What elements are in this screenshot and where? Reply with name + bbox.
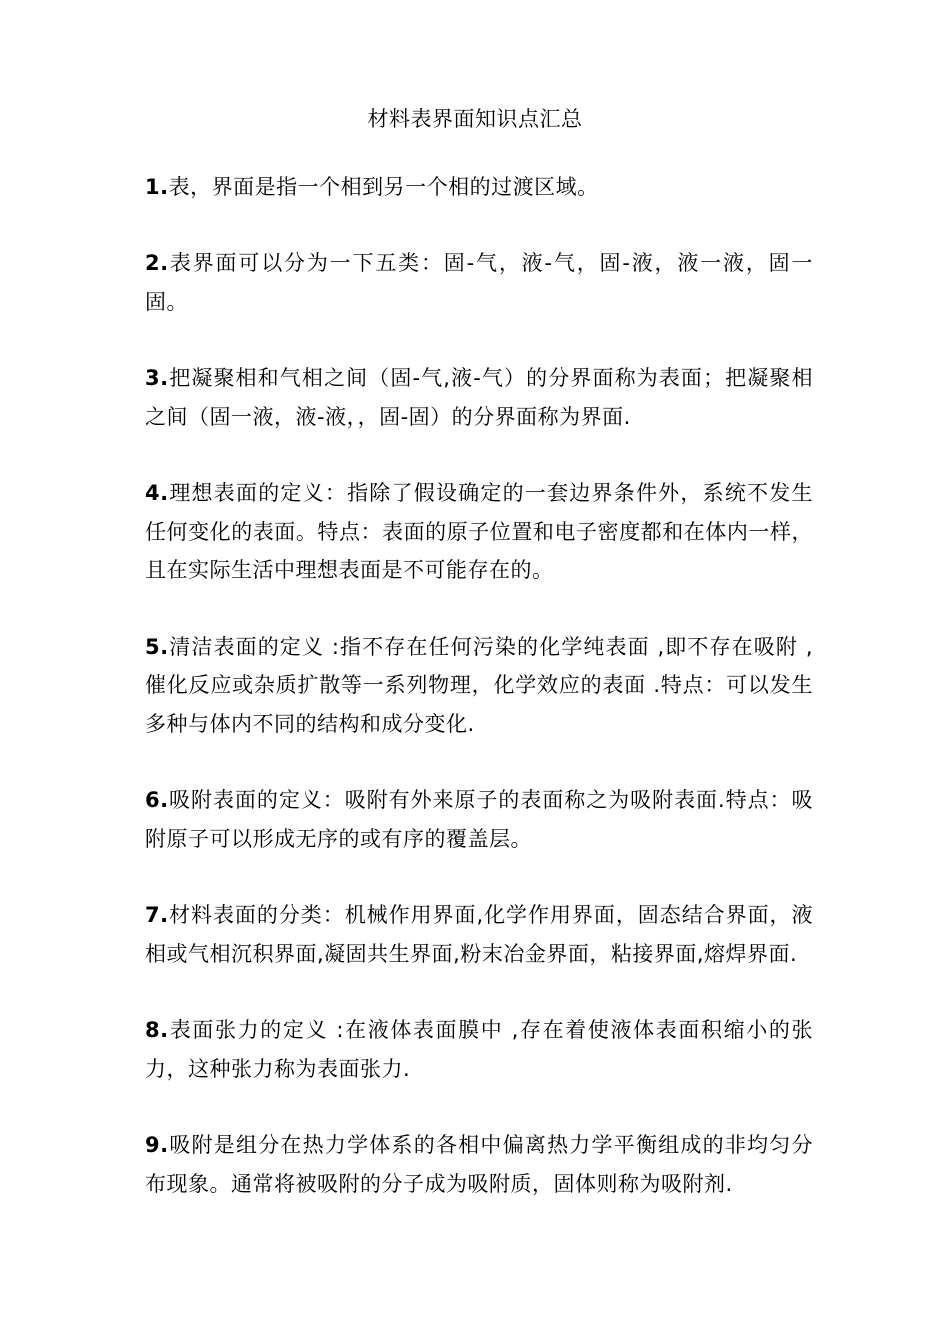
knowledge-point-list xyxy=(145,168,813,1241)
knowledge-point-6 xyxy=(145,781,813,858)
item-text: 清洁表面的定义 :指不存在任何污染的化学纯表面 ,即不存在吸附 ,催化反应或杂质扩散等一系列物理，化学效应的表面 .特点：可以发生多种与体内不同的结构和成分变化. xyxy=(145,634,813,737)
knowledge-point-2 xyxy=(145,244,813,321)
item-text: 表，界面是指一个相到另一个相的过渡区域。 xyxy=(168,175,599,199)
knowledge-point-9 xyxy=(145,1126,813,1203)
item-text: 材料表面的分类：机械作用界面,化学作用界面，固态结合界面，液相或气相沉积界面,凝固共生界面,粉末冶金界面，粘接界面,熔焊界面. xyxy=(145,903,813,966)
item-number: 1. xyxy=(145,175,169,199)
item-number: 9. xyxy=(145,1132,169,1157)
knowledge-point-8 xyxy=(145,1011,813,1088)
item-number: 8. xyxy=(145,1018,169,1043)
item-number: 2. xyxy=(145,251,169,276)
item-number: 7. xyxy=(145,903,169,928)
knowledge-point-3 xyxy=(145,359,813,436)
knowledge-point-7 xyxy=(145,896,813,973)
item-number: 3. xyxy=(145,366,169,391)
item-text: 吸附表面的定义：吸附有外来原子的表面称之为吸附表面.特点：吸附原子可以形成无序的或有序的覆盖层。 xyxy=(145,788,813,851)
knowledge-point-4 xyxy=(145,474,813,590)
item-text: 表面张力的定义 :在液体表面膜中 ,存在着使液体表面积缩小的张力，这种张力称为表面张力. xyxy=(145,1018,813,1081)
item-text: 吸附是组分在热力学体系的各相中偏离热力学平衡组成的非均匀分布现象。通常将被吸附的分子成为吸附质，固体则称为吸附剂. xyxy=(145,1132,813,1196)
item-text: 理想表面的定义：指除了假设确定的一套边界条件外，系统不发生任何变化的表面。特点：表面的原子位置和电子密度都和在体内一样，且在实际生活中理想表面是不可能存在的。 xyxy=(145,481,813,583)
item-number: 5. xyxy=(145,634,169,659)
knowledge-point-1 xyxy=(145,168,813,207)
item-text: 表界面可以分为一下五类：固-气，液-气，固-液，液一液，固一固。 xyxy=(145,251,813,314)
item-number: 4. xyxy=(145,481,169,506)
item-text: 把凝聚相和气相之间（固-气,液-气）的分界面称为表面；把凝聚相之间（固一液，液-液，，固-固）的分界面称为界面. xyxy=(145,366,813,429)
item-number: 6. xyxy=(145,788,169,813)
document-title: 材料表界面知识点汇总 xyxy=(367,107,583,131)
knowledge-point-5 xyxy=(145,628,813,744)
